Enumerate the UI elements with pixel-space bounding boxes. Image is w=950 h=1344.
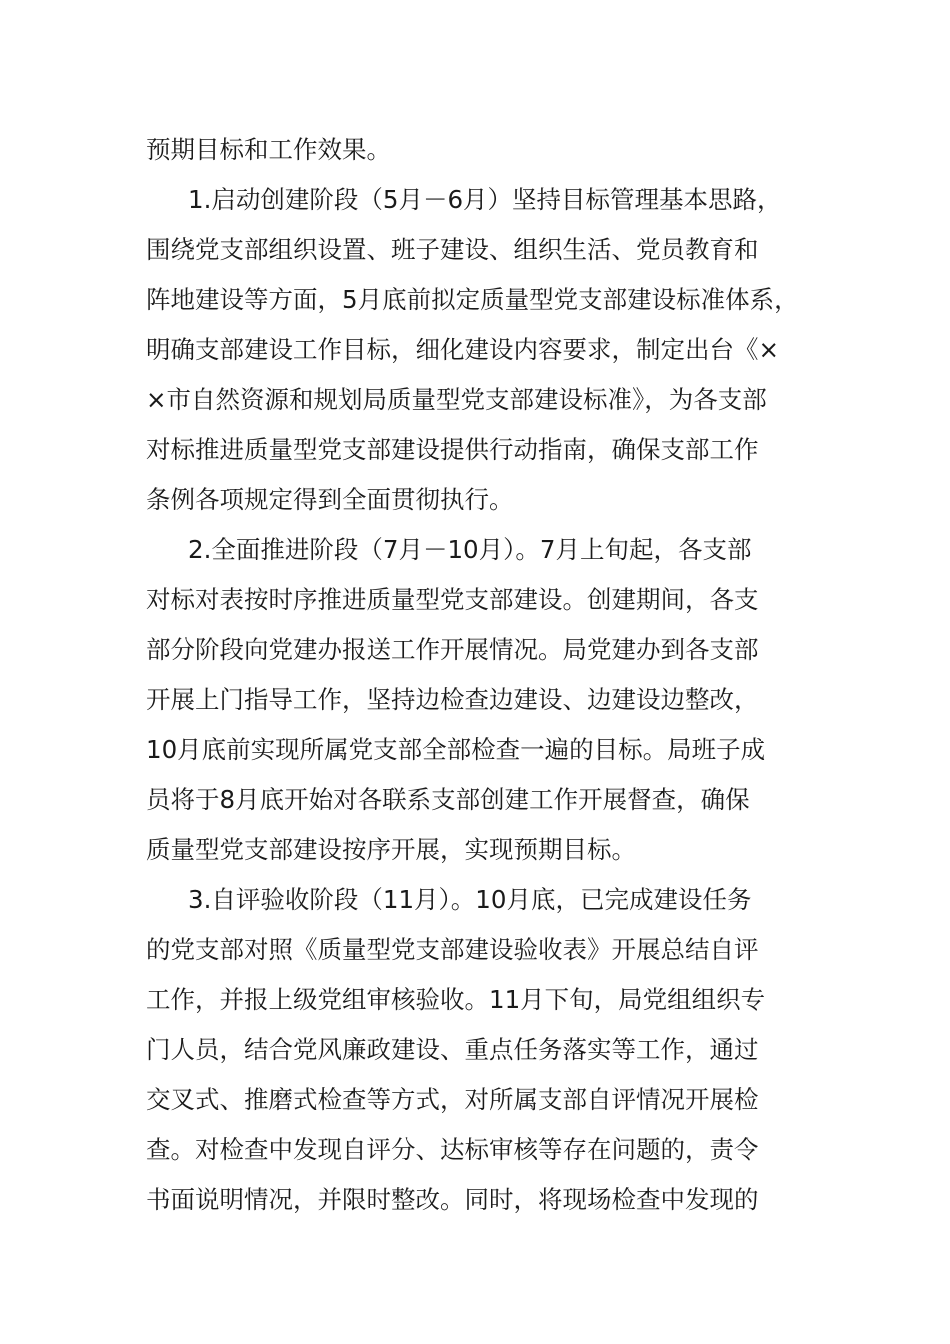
paragraph-2-heading-line: 2.全面推进阶段（7月－10月）。7月上旬起，各支部	[188, 535, 752, 564]
paragraph-1-heading-line: 1.启动创建阶段（5月－6月）坚持目标管理基本思路，	[188, 185, 782, 214]
text-line: 10月底前实现所属党支部全部检查一遍的目标。局班子成	[146, 735, 766, 764]
text-line: 的党支部对照《质量型党支部建设验收表》开展总结自评	[146, 935, 759, 964]
text-line: 工作，并报上级党组审核验收。11月下旬，局党组组织专	[146, 985, 766, 1014]
text-line: 明确支部建设工作目标，细化建设内容要求，制定出台《×	[146, 335, 780, 364]
text-line: 阵地建设等方面，5月底前拟定质量型党支部建设标准体系，	[146, 285, 799, 314]
text-line: 开展上门指导工作，坚持边检查边建设、边建设边整改，	[146, 685, 759, 714]
text-line: ×市自然资源和规划局质量型党支部建设标准》，为各支部	[146, 385, 767, 414]
text-line: 员将于8月底开始对各联系支部创建工作开展督查，确保	[146, 785, 750, 814]
text-line: 条例各项规定得到全面贯彻执行。	[146, 485, 514, 514]
text-line: 交叉式、推磨式检查等方式，对所属支部自评情况开展检	[146, 1085, 759, 1114]
text-line: 围绕党支部组织设置、班子建设、组织生活、党员教育和	[146, 235, 759, 264]
text-line: 门人员，结合党风廉政建设、重点任务落实等工作，通过	[146, 1035, 759, 1064]
text-line: 预期目标和工作效果。	[146, 135, 391, 164]
text-line: 书面说明情况，并限时整改。同时，将现场检查中发现的	[146, 1185, 759, 1214]
text-line: 对标推进质量型党支部建设提供行动指南，确保支部工作	[146, 435, 759, 464]
text-line: 对标对表按时序推进质量型党支部建设。创建期间，各支	[146, 585, 759, 614]
text-line: 质量型党支部建设按序开展，实现预期目标。	[146, 835, 636, 864]
paragraph-3-heading-line: 3.自评验收阶段（11月）。10月底，已完成建设任务	[188, 885, 752, 914]
text-line: 部分阶段向党建办报送工作开展情况。局党建办到各支部	[146, 635, 759, 664]
text-line: 查。对检查中发现自评分、达标审核等存在问题的，责令	[146, 1135, 759, 1164]
